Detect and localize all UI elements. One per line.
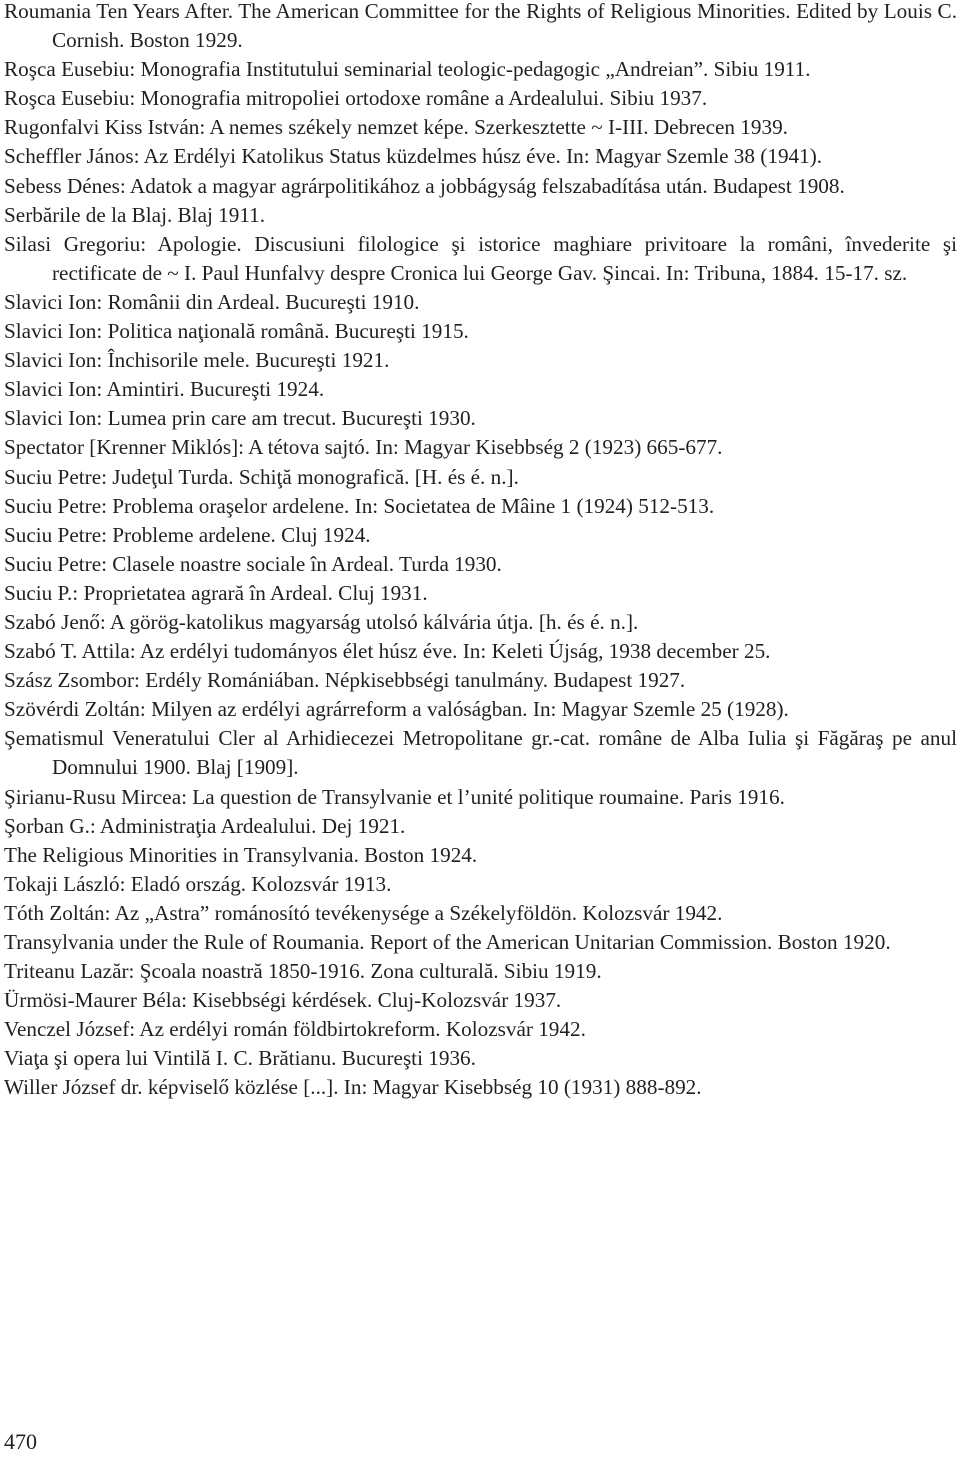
bibliography-entry: Scheffler János: Az Erdélyi Katolikus Status küzdelmes húsz éve. In: Magyar Szemle 38 (1941). — [4, 144, 823, 169]
bibliography-entry: Slavici Ion: Închisorile mele. Bucureşti 1921. — [4, 348, 390, 373]
bibliography-entry: Suciu Petre: Clasele noastre sociale în Ardeal. Turda 1930. — [4, 551, 502, 576]
page-number: 470 — [4, 1429, 37, 1454]
bibliography-entry: Transylvania under the Rule of Roumania. Report of the American Unitarian Commission. Boston 1920. — [4, 930, 891, 954]
bibliography-entry: Venczel József: Az erdélyi román földbirtokreform. Kolozsvár 1942. — [4, 1017, 586, 1042]
bibliography-entry: Slavici Ion: Amintiri. Bucureşti 1924. — [4, 377, 325, 402]
bibliography-list — [4, 0, 957, 1103]
bibliography-entry: Szabó T. Attila: Az erdélyi tudományos élet húsz éve. In: Keleti Újság, 1938 december 25. — [4, 639, 771, 664]
bibliography-entry: Sebess Dénes: Adatok a magyar agrárpolitikához a jobbágyság felszabadítása után. Budapest 1908. — [4, 173, 845, 198]
bibliography-entry: Slavici Ion: Lumea prin care am trecut. Bucureşti 1930. — [4, 406, 476, 431]
bibliography-entry: Slavici Ion: Românii din Ardeal. Bucureşti 1910. — [4, 289, 420, 314]
bibliography-entry: Suciu Petre: Probleme ardelene. Cluj 1924. — [4, 522, 371, 547]
bibliography-entry: Slavici Ion: Politica naţională română. Bucureşti 1915. — [4, 319, 469, 344]
bibliography-entry: Roşca Eusebiu: Monografia Institutului seminarial teologic-pedagogic „Andreian”. Sibiu 1911. — [4, 57, 811, 82]
bibliography-entry: Şirianu-Rusu Mircea: La question de Transylvanie et l’unité politique roumaine. Paris 1916. — [4, 784, 785, 809]
bibliography-entry: Silasi Gregoriu: Apologie. Discusiuni filologice şi istorice maghiare privitoare la români, învederite şi rectificate de ~ I. Paul Hunfalvy despre Cronica lui George Gav. Şincai. In: Tribuna, 1884. 15-17. sz. — [4, 231, 957, 285]
bibliography-entry: Serbările de la Blaj. Blaj 1911. — [4, 202, 266, 227]
bibliography-entry: Szövérdi Zoltán: Milyen az erdélyi agrárreform a valóságban. In: Magyar Szemle 25 (1928). — [4, 697, 789, 722]
bibliography-entry: Szász Zsombor: Erdély Romániában. Népkisebbségi tanulmány. Budapest 1927. — [4, 668, 686, 693]
bibliography-entry: Rugonfalvi Kiss István: A nemes székely nemzet képe. Szerkesztette ~ I-III. Debrecen 1939. — [4, 115, 788, 140]
bibliography-entry: Tokaji László: Eladó ország. Kolozsvár 1913. — [4, 871, 392, 896]
bibliography-entry: Suciu P.: Proprietatea agrară în Ardeal. Cluj 1931. — [4, 580, 428, 605]
bibliography-entry: Szabó Jenő: A görög-katolikus magyarság utolsó kálvária útja. [h. és é. n.]. — [4, 609, 639, 634]
bibliography-entry: Şorban G.: Administraţia Ardealului. Dej 1921. — [4, 813, 406, 838]
bibliography-entry: Spectator [Krenner Miklós]: A tétova sajtó. In: Magyar Kisebbség 2 (1923) 665-677. — [4, 435, 723, 460]
bibliography-entry: Roumania Ten Years After. The American Committee for the Rights of Religious Minorities. Edited by Louis C. Cornish. Boston 1929. — [4, 0, 957, 53]
bibliography-entry: The Religious Minorities in Transylvania. Boston 1924. — [4, 842, 478, 867]
bibliography-entry: Tóth Zoltán: Az „Astra” románosító tevékenysége a Székelyföldön. Kolozsvár 1942. — [4, 900, 723, 925]
bibliography-entry: Suciu Petre: Judeţul Turda. Schiţă monografică. [H. és é. n.]. — [4, 464, 519, 489]
bibliography-entry: Ürmösi-Maurer Béla: Kisebbségi kérdések. Cluj-Kolozsvár 1937. — [4, 988, 562, 1013]
bibliography-entry: Willer József dr. képviselő közlése [...]. In: Magyar Kisebbség 10 (1931) 888-892. — [4, 1075, 702, 1100]
bibliography-entry: Suciu Petre: Problema oraşelor ardelene. In: Societatea de Mâine 1 (1924) 512-513. — [4, 493, 715, 518]
bibliography-entry: Roşca Eusebiu: Monografia mitropoliei ortodoxe române a Ardealului. Sibiu 1937. — [4, 86, 708, 111]
bibliography-entry: Viaţa şi opera lui Vintilă I. C. Brătianu. Bucureşti 1936. — [4, 1046, 476, 1071]
bibliography-entry: Triteanu Lazăr: Şcoala noastră 1850-1916. Zona culturală. Sibiu 1919. — [4, 959, 602, 984]
bibliography-entry: Şematismul Veneratului Cler al Arhidiecezei Metropolitane gr.-cat. române de Alba Iulia şi Făgăraş pe anul Domnului 1900. Blaj [1909]. — [4, 726, 957, 780]
